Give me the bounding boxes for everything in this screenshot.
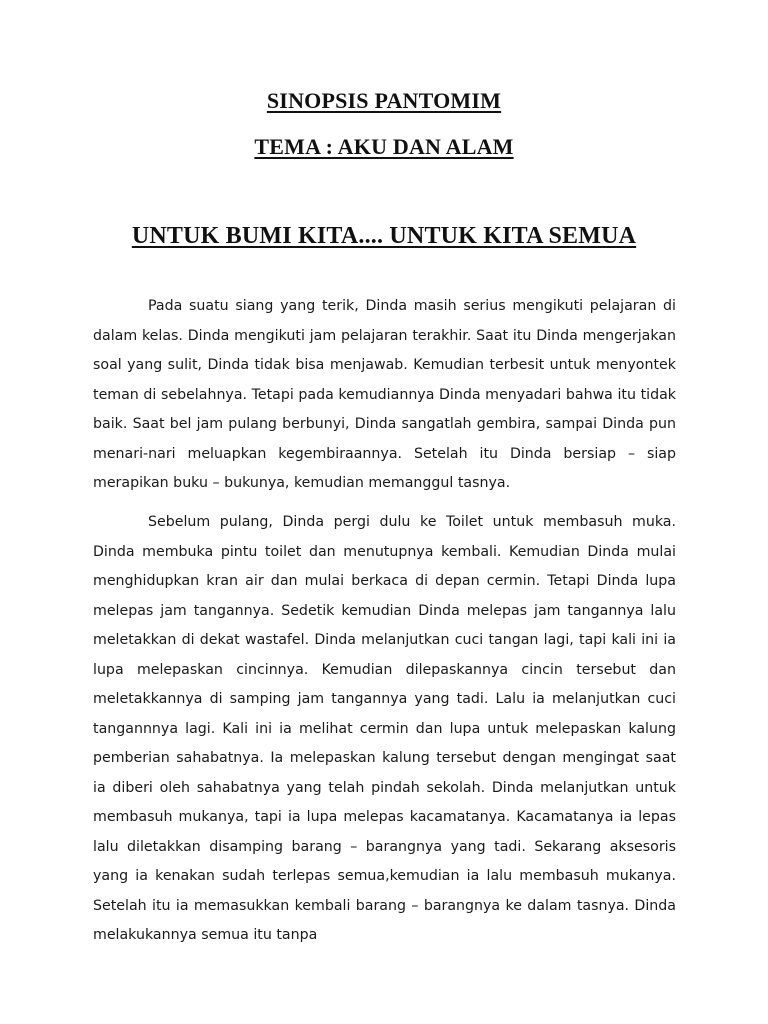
paragraph-1: [93, 292, 676, 499]
paragraph-2: [93, 508, 676, 951]
paragraph-2-text: Sebelum pulang, Dinda pergi dulu ke Toilet untuk membasuh muka. Dinda membuka pintu toilet dan menutupnya kembali. Kemudian Dinda mulai menghidupkan kran air dan mulai berkaca di depan cermin. Tetapi Dinda lupa melepas jam tangannya. Sedetik kemudian Dinda melepas jam tangannya lalu meletakkan di dekat wastafel. Dinda melanjutkan cuci tangan lagi, tapi kali ini ia lupa melepaskan cincinnya. Kemudian dilepaskannya cincin tersebut dan meletakkannya di samping jam tangannya yang tadi. Lalu ia melanjutkan cuci tangannnya lagi. Kali ini ia melihat cermin dan lupa untuk melepaskan kalung pemberian sahabatnya. Ia melepaskan kalung tersebut dengan mengingat saat ia diberi oleh sahabatnya yang telah pindah sekolah. Dinda melanjutkan untuk membasuh mukanya, tapi ia lupa melepas kacamatanya. Kacamatanya ia lepas lalu diletakkan disamping barang – barangnya yang tadi. Sekarang aksesoris yang ia kenakan sudah terlepas semua,kemudian ia lalu membasuh mukanya. Setelah itu ia memasukkan kembali barang – barangnya ke dalam tasnya. Dinda melakukannya semua itu tanpa: [93, 514, 676, 943]
document-theme: TEMA : AKU DAN ALAM: [254, 134, 514, 159]
document-title: SINOPSIS PANTOMIM: [266, 88, 502, 113]
document-subtitle: UNTUK BUMI KITA.... UNTUK KITA SEMUA: [131, 223, 637, 249]
paragraph-1-text: Pada suatu siang yang terik, Dinda masih serius mengikuti pelajaran di dalam kelas. Dinda mengikuti jam pelajaran terakhir. Saat itu Dinda mengerjakan soal yang sulit, Dinda tidak bisa menjawab. Kemudian terbesit untuk menyontek teman di sebelahnya. Tetapi pada kemudiannya Dinda menyadari bahwa itu tidak baik. Saat bel jam pulang berbunyi, Dinda sangatlah gembira, sampai Dinda pun menari-nari meluapkan kegembiraannya. Setelah itu Dinda bersiap – siap merapikan buku – bukunya, kemudian memanggul tasnya.: [93, 298, 676, 491]
